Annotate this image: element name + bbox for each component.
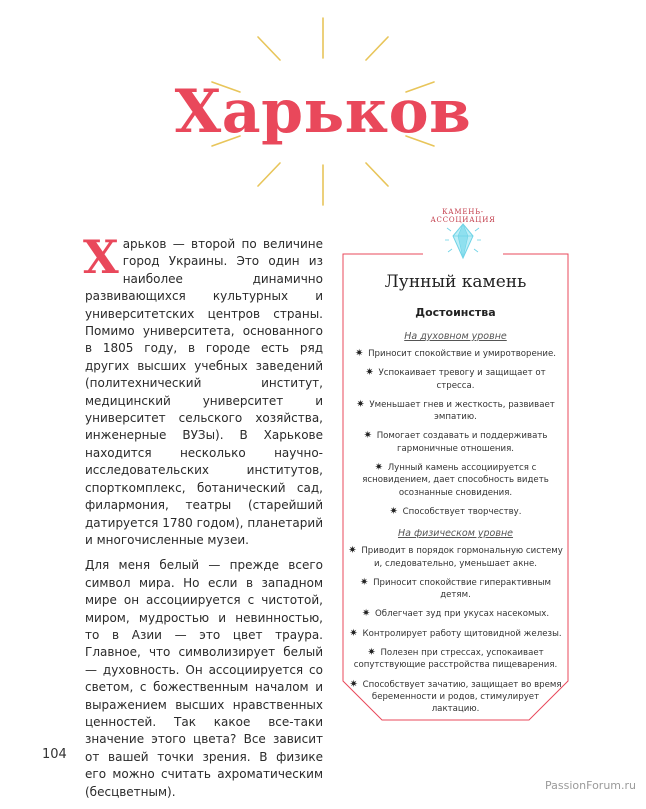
physical-item xyxy=(347,679,564,716)
spiritual-item xyxy=(347,462,564,499)
paragraph-1-text: арьков — второй по величине город Украины. Это один из наиболее динамично развивающихся культурных и университетских центров страны. Помимо университета, основанного в 1805 году, в городе есть ряд других высших учебных заведений (политехнический институт, медицинский университет и университет сельского хозяйства, инженерные ВУЗы). В Харькове находится несколько научно-исследовательских институтов, спорткомплекс, ботанический сад, филармония, театры (старейший датируется 1780 годом), планетарий и многочисленные музеи. xyxy=(85,237,323,547)
item-text: Приводит в порядок гормональную систему и, следовательно, уменьшает акне. xyxy=(361,546,563,569)
spiritual-item xyxy=(347,506,564,518)
watermark: PassionForum.ru xyxy=(545,779,636,792)
drop-cap: Х xyxy=(83,230,119,284)
spiritual-item xyxy=(347,399,564,424)
physical-heading: На физическом уровне xyxy=(397,528,514,540)
physical-item xyxy=(347,545,564,570)
star-bullet-icon: ✷ xyxy=(361,608,371,620)
star-bullet-icon: ✷ xyxy=(367,647,376,659)
stone-name: Лунный камень xyxy=(384,272,527,292)
physical-item xyxy=(347,647,564,672)
star-bullet-icon: ✷ xyxy=(349,627,358,639)
physical-list xyxy=(343,545,568,715)
star-bullet-icon: ✷ xyxy=(365,367,374,379)
star-bullet-icon: ✷ xyxy=(389,505,398,517)
page-number: 104 xyxy=(42,747,67,762)
item-text: Контролирует работу щитовидной железы. xyxy=(362,628,562,639)
item-text: Полезен при стрессах, успокаивает сопутствующие расстройства пищеварения. xyxy=(353,648,558,671)
section-title: Достоинства xyxy=(415,306,496,319)
spiritual-heading: На духовном уровне xyxy=(404,331,507,342)
stone-card xyxy=(343,268,568,723)
item-text: Способствует зачатию, защищает во время беременности и родов, стимулирует лактацию. xyxy=(362,679,562,715)
spiritual-item xyxy=(347,367,564,392)
physical-item xyxy=(347,577,564,602)
page-title: Харьков xyxy=(174,77,472,147)
star-bullet-icon: ✷ xyxy=(348,545,357,557)
spiritual-list xyxy=(343,348,568,518)
item-text: Уменьшает гнев и жесткость, развивает эмпатию. xyxy=(369,399,555,423)
star-bullet-icon: ✷ xyxy=(359,576,369,588)
star-bullet-icon: ✷ xyxy=(374,462,383,474)
star-bullet-icon: ✷ xyxy=(354,348,364,359)
article-paragraph-2: Для меня белый — прежде всего символ мира. Но если в западном мире он ассоциируется с чистотой, миром, мудростью и невинностью, то в Азии — это цвет траура. Главное, что символизирует белый — духовность. Он ассоциируется со светом, с божественным началом и выражением высших нравственных ценностей. Так какое все-таки значение этого цвета? Все зависит от вашей точки зрения. В физике его можно считать ахроматическим (бесцветным). xyxy=(85,558,323,799)
star-bullet-icon: ✷ xyxy=(349,678,358,690)
star-bullet-icon: ✷ xyxy=(363,430,372,442)
item-text: Приносит спокойствие гиперактивным детям. xyxy=(373,577,552,601)
item-text: Способствует творчеству. xyxy=(402,506,522,517)
item-text: Приносит спокойствие и умиротворение. xyxy=(368,349,557,359)
spiritual-item xyxy=(347,430,564,455)
star-bullet-icon: ✷ xyxy=(356,398,365,410)
physical-item xyxy=(347,608,564,620)
physical-item xyxy=(347,628,564,640)
item-text: Лунный камень ассоциируется с ясновидением, дает способность видеть осознанные сновидения. xyxy=(362,463,549,498)
item-text: Помогает создавать и поддерживать гармоничные отношения. xyxy=(376,431,548,454)
item-text: Успокаивает тревогу и защищает от стресса. xyxy=(378,368,546,391)
badge-caption: КАМЕНЬ-АССОЦИАЦИЯ xyxy=(430,208,496,224)
item-text: Облегчает зуд при укусах насекомых. xyxy=(375,609,550,620)
spiritual-item xyxy=(347,348,564,360)
